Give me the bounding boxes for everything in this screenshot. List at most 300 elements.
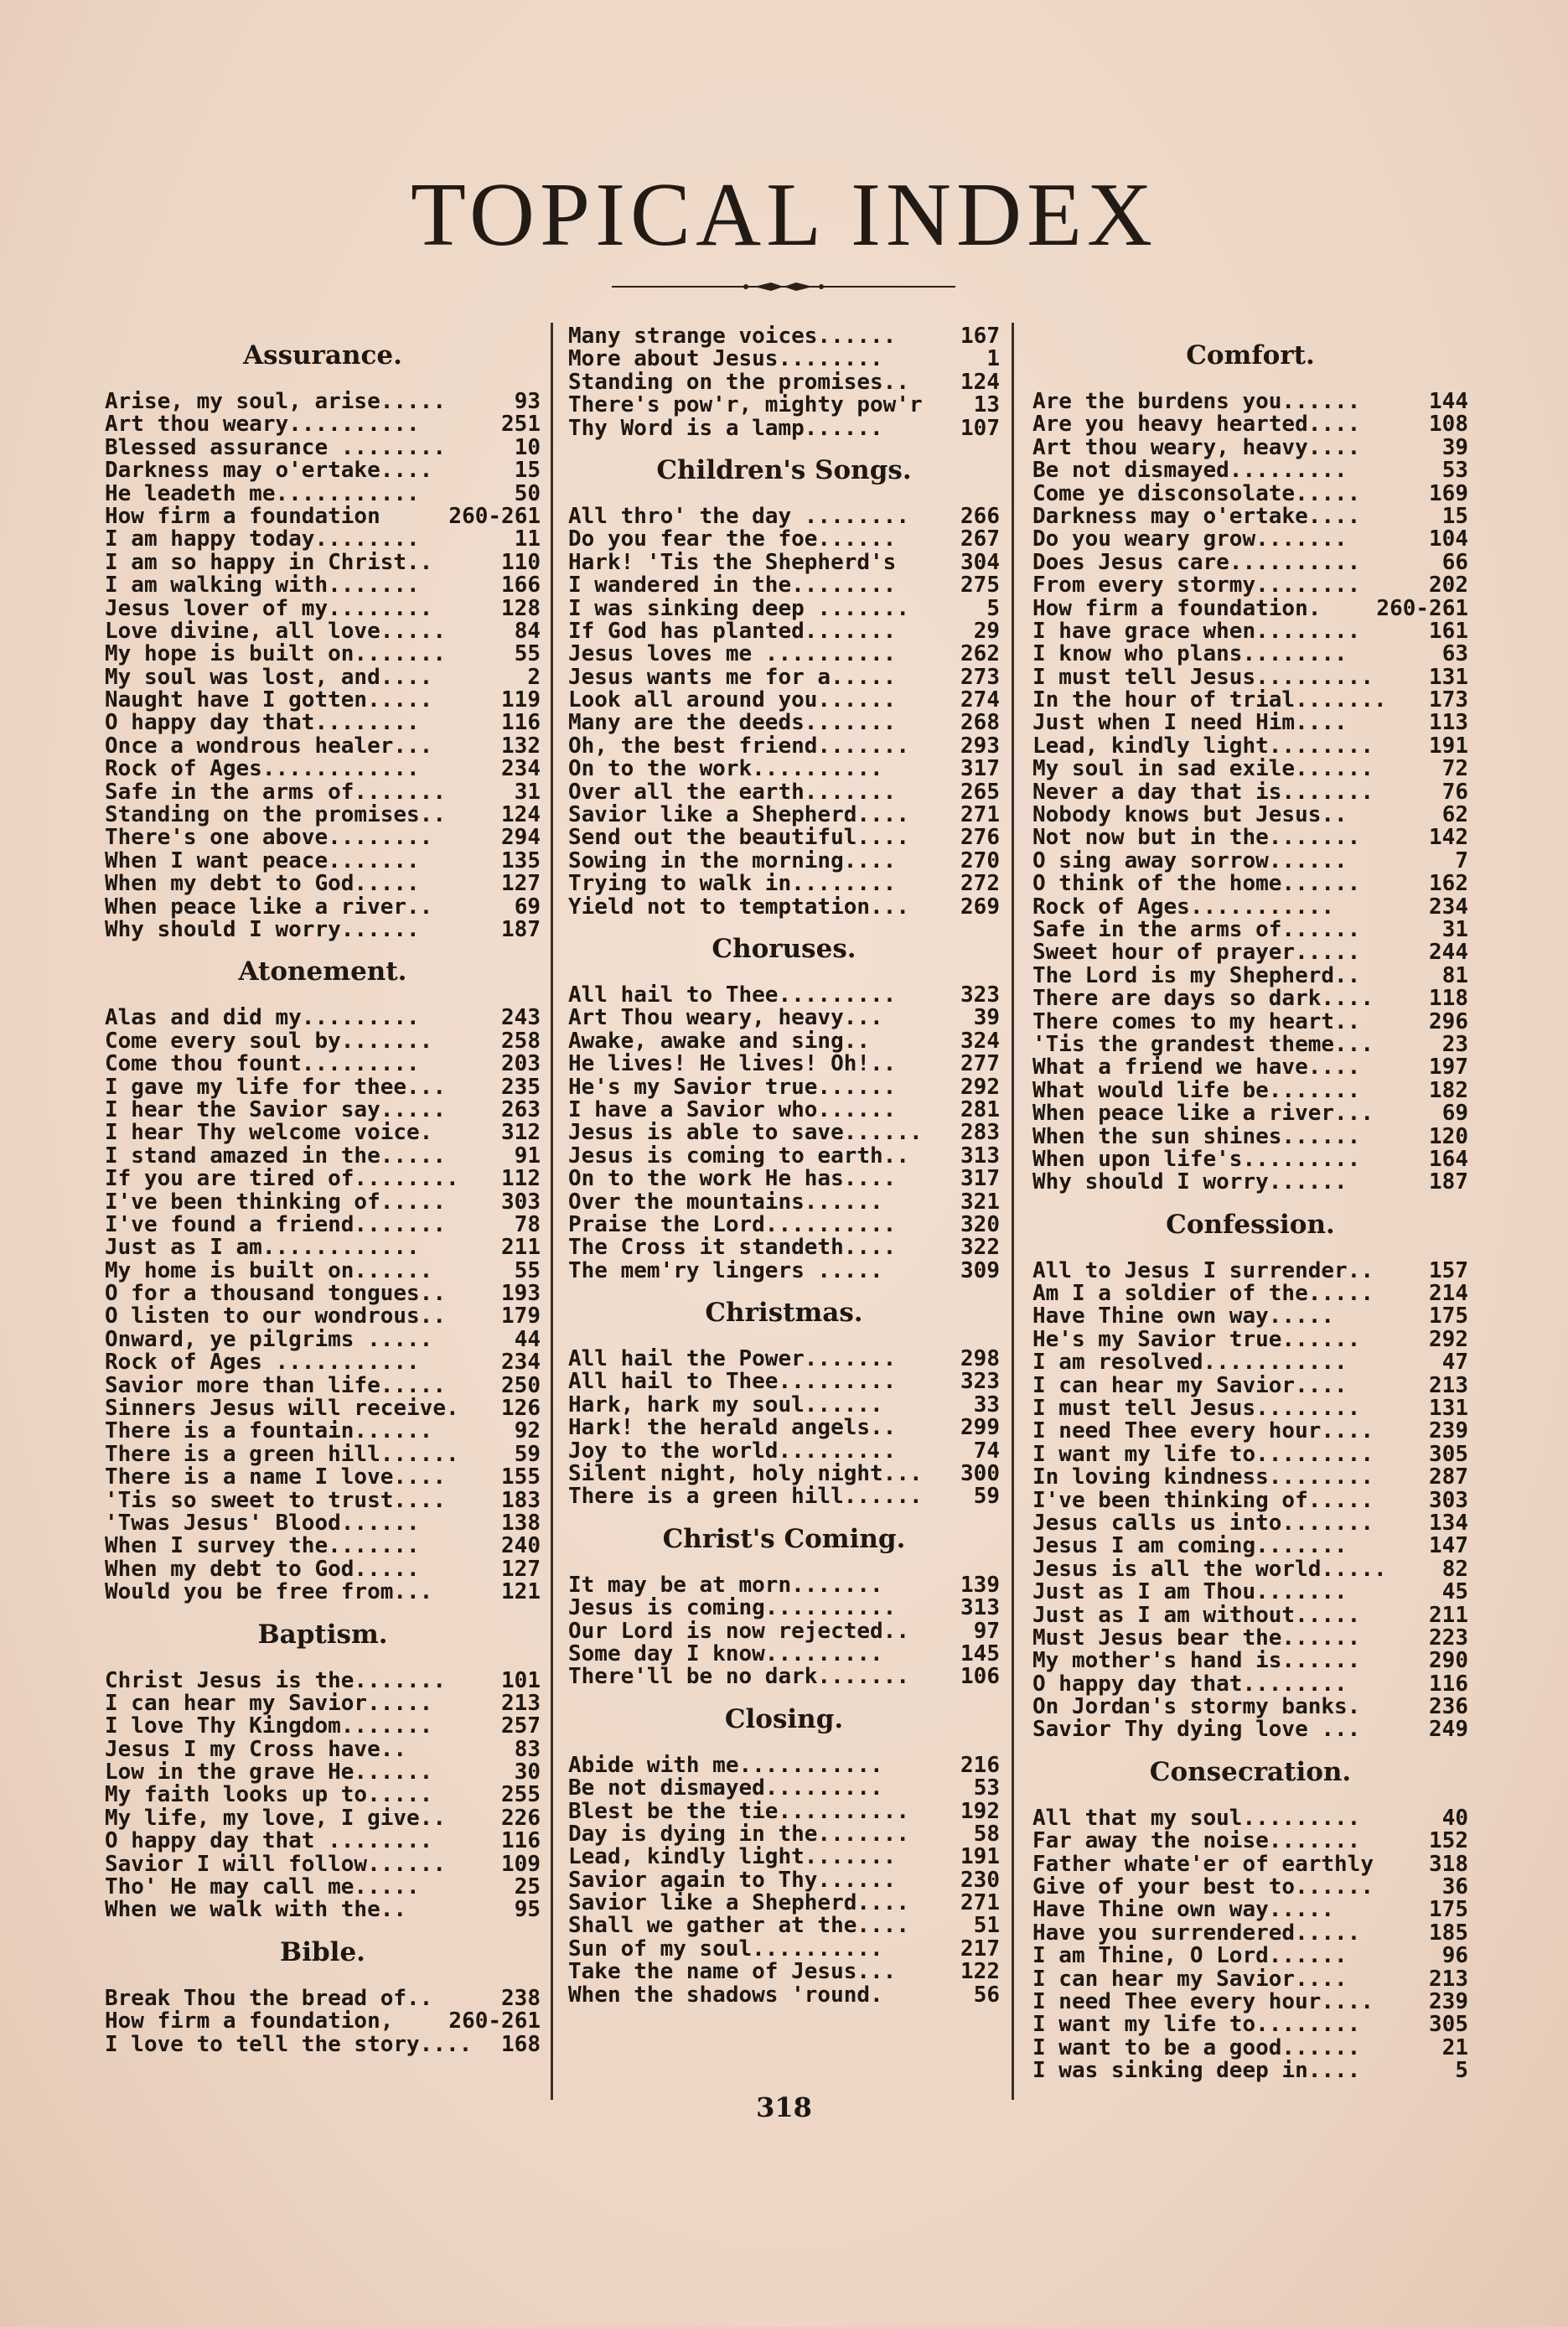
index-entry [105, 459, 541, 482]
hymn-title: Jesus I am coming....... [1032, 1535, 1348, 1558]
hymn-number: 45 [1441, 1581, 1468, 1604]
index-entry [1032, 666, 1468, 689]
hymn-number: 265 [960, 780, 1000, 805]
index-entry [568, 1620, 1000, 1643]
index-entry [1032, 1512, 1468, 1535]
index-section [568, 924, 1000, 1283]
hymn-number: 226 [501, 1806, 541, 1831]
index-entry [1032, 437, 1468, 459]
index-entry [568, 850, 1000, 873]
index-entry [105, 689, 541, 712]
hymn-title: Lead, kindly light....... [568, 1846, 897, 1869]
index-entry [568, 1846, 1000, 1868]
hymn-number: 193 [501, 1283, 541, 1306]
index-entry [105, 1739, 541, 1761]
section-heading: Choruses. [712, 933, 856, 964]
index-entry [1032, 1080, 1468, 1102]
hymn-title: Jesus is able to save...... [568, 1122, 923, 1145]
index-entry [1032, 459, 1468, 482]
hymn-number: 320 [960, 1213, 1000, 1237]
hymn-number: 40 [1441, 1806, 1468, 1831]
hymn-number: 213 [1429, 1967, 1468, 1991]
hymn-number: 110 [501, 551, 541, 575]
index-entry [105, 1099, 541, 1122]
index-entry [568, 827, 1000, 849]
hymn-title: When my debt to God..... [105, 873, 420, 896]
hymn-title: Jesus is coming to earth.. [568, 1144, 909, 1169]
index-entry [1032, 2037, 1468, 2060]
hymn-title: Jesus lover of my........ [105, 597, 433, 620]
hymn-title: Many strange voices...... [568, 325, 897, 349]
hymn-number: 192 [960, 1800, 1000, 1823]
index-entry [568, 1371, 1000, 1393]
index-section [105, 946, 541, 1604]
hymn-title: Thy Word is a lamp...... [568, 417, 883, 440]
hymn-title: O happy day that ........ [105, 1830, 433, 1853]
index-entry [568, 1417, 1000, 1439]
index-entry [1032, 1171, 1468, 1194]
index-entry [1032, 941, 1468, 964]
index-entry [1032, 1011, 1468, 1034]
hymn-title: Break Thou the bread of.. [105, 1987, 433, 2011]
hymn-number: 262 [960, 643, 1000, 666]
hymn-number: 223 [1429, 1626, 1468, 1651]
hymn-title: My life, my love, I give.. [105, 1806, 446, 1831]
hymn-title: Be not dismayed......... [1032, 459, 1348, 483]
hymn-title: How firm a foundation, [105, 2010, 394, 2034]
hymn-title: Why should I worry...... [105, 918, 420, 942]
index-entry [105, 574, 541, 597]
hymn-title: O think of the home...... [1032, 873, 1361, 896]
index-entry [1032, 1420, 1468, 1443]
index-entry [568, 643, 1000, 666]
index-entry [105, 1988, 541, 2010]
hymn-title: Onward, ye pilgrims ..... [105, 1328, 433, 1352]
hymn-number: 169 [1429, 482, 1468, 505]
section-heading: Comfort. [1186, 340, 1315, 371]
index-entry [1032, 1853, 1468, 1876]
index-entry [105, 1692, 541, 1715]
hymn-title: Sweet hour of prayer..... [1032, 941, 1361, 965]
hymn-number: 272 [960, 873, 1000, 896]
hymn-title: I know who plans........ [1032, 643, 1348, 666]
hymn-title: Take the name of Jesus... [568, 1961, 897, 1984]
hymn-number: 122 [960, 1961, 1000, 1984]
hymn-number: 298 [960, 1348, 1000, 1371]
index-entry [105, 1490, 541, 1512]
hymn-title: On to the work.......... [568, 758, 883, 781]
hymn-number: 55 [514, 1259, 541, 1283]
index-entry [568, 1348, 1000, 1371]
hymn-number: 300 [960, 1463, 1000, 1486]
section-heading: Christmas. [705, 1298, 863, 1329]
hymn-number: 116 [501, 1830, 541, 1853]
index-entry [1032, 712, 1468, 734]
hymn-title: Awake, awake and sing.. [568, 1029, 871, 1054]
index-entry [105, 2010, 541, 2033]
hymn-title: Shall we gather at the.... [568, 1915, 909, 1938]
index-entry [568, 1984, 1000, 2007]
hymn-number: 72 [1441, 758, 1468, 781]
hymn-title: Safe in the arms of....... [105, 780, 446, 805]
index-entry [568, 394, 1000, 417]
hymn-number: 187 [501, 918, 541, 942]
hymn-number: 74 [973, 1439, 1000, 1464]
index-entry [1032, 2013, 1468, 2036]
hymn-title: I was sinking deep in.... [1032, 2060, 1361, 2083]
hymn-title: Must Jesus bear the...... [1032, 1626, 1361, 1651]
hymn-number: 56 [973, 1983, 1000, 2008]
hymn-number: 97 [973, 1620, 1000, 1643]
index-entry [105, 1236, 541, 1259]
hymn-number: 216 [960, 1754, 1000, 1778]
hymn-number: 287 [1429, 1466, 1468, 1490]
index-entry [568, 620, 1000, 643]
hymn-title: I love to tell the story.... [105, 2033, 473, 2056]
hymn-number: 257 [501, 1715, 541, 1739]
index-entry [1032, 1351, 1468, 1374]
hymn-number: 274 [960, 689, 1000, 713]
hymn-title: Alas and did my......... [105, 1007, 420, 1030]
hymn-number: 185 [1429, 1921, 1468, 1946]
hymn-number: 321 [960, 1190, 1000, 1214]
hymn-title: O happy day that........ [105, 712, 420, 735]
index-entry [1032, 1397, 1468, 1420]
index-section [1032, 1200, 1468, 1742]
hymn-title: Over the mountains...... [568, 1190, 883, 1214]
hymn-number: 270 [960, 849, 1000, 873]
hymn-title: When I want peace....... [105, 849, 420, 873]
index-entry [105, 1466, 541, 1489]
index-entry [105, 804, 541, 827]
hymn-title: In loving kindness........ [1032, 1466, 1374, 1490]
index-entry [1032, 574, 1468, 597]
hymn-number: 323 [960, 983, 1000, 1008]
index-entry [105, 712, 541, 734]
index-entry [1032, 827, 1468, 849]
index-entry [568, 417, 1000, 440]
hymn-number: 240 [501, 1535, 541, 1558]
index-entry [105, 1899, 541, 1921]
section-heading: Assurance. [243, 340, 402, 371]
index-entry [568, 505, 1000, 528]
hymn-number: 175 [1429, 1899, 1468, 1922]
hymn-title: All that my soul......... [1032, 1806, 1361, 1831]
hymn-title: On to the work He has.... [568, 1168, 897, 1191]
index-entry [568, 781, 1000, 804]
index-entry [1032, 1283, 1468, 1305]
index-entry [1032, 1876, 1468, 1899]
hymn-title: I can hear my Savior..... [105, 1692, 433, 1716]
hymn-number: 234 [501, 758, 541, 781]
index-entry [568, 348, 1000, 371]
hymn-title: O sing away sorrow...... [1032, 849, 1348, 873]
hymn-title: There is a name I love.... [105, 1466, 446, 1490]
hymn-title: I hear the Savior say..... [105, 1098, 446, 1122]
index-section [1032, 1747, 1468, 2083]
hymn-title: My home is built on...... [105, 1259, 433, 1283]
hymn-title: All thro' the day ........ [568, 505, 909, 529]
hymn-title: What a friend we have.... [1032, 1056, 1361, 1080]
index-entry [568, 1168, 1000, 1190]
hymn-number: 39 [1441, 436, 1468, 460]
hymn-title: Be not dismayed......... [568, 1777, 883, 1801]
index-entry [1032, 689, 1468, 712]
hymn-title: I must tell Jesus......... [1032, 666, 1374, 690]
index-entry [1032, 1260, 1468, 1283]
hymn-number: 217 [960, 1937, 1000, 1962]
hymn-title: Why should I worry...... [1032, 1171, 1348, 1195]
hymn-number: 29 [973, 619, 1000, 644]
index-entry [1032, 552, 1468, 574]
hymn-number: 236 [1429, 1696, 1468, 1719]
index-entry [105, 1807, 541, 1830]
hymn-title: Sowing in the morning.... [568, 849, 897, 873]
index-entry [1032, 1305, 1468, 1328]
hymn-number: 191 [1429, 734, 1468, 759]
index-entry [105, 1784, 541, 1806]
index-entry [1032, 1466, 1468, 1489]
index-entry [1032, 735, 1468, 758]
index-entry [1032, 1102, 1468, 1125]
hymn-number: 161 [1429, 619, 1468, 644]
index-entry [1032, 483, 1468, 505]
hymn-number: 109 [501, 1853, 541, 1877]
hymn-number: 260-261 [1376, 597, 1468, 620]
index-entry [105, 2034, 541, 2056]
hymn-title: I need Thee every hour.... [1032, 1991, 1374, 2014]
index-entry [1032, 1056, 1468, 1079]
index-entry [568, 1007, 1000, 1029]
hymn-number: 175 [1429, 1305, 1468, 1329]
index-section [568, 1514, 1000, 1689]
hymn-number: 82 [1441, 1557, 1468, 1582]
hymn-title: Send out the beautiful.... [568, 827, 909, 850]
hymn-number: 50 [514, 482, 541, 505]
hymn-title: The Cross it standeth.... [568, 1236, 897, 1260]
index-entry [1032, 1968, 1468, 1991]
hymn-number: 197 [1429, 1056, 1468, 1080]
index-entry [1032, 781, 1468, 804]
hymn-number: 63 [1441, 643, 1468, 666]
hymn-number: 187 [1429, 1171, 1468, 1195]
index-entry [1032, 1673, 1468, 1696]
index-entry [105, 505, 541, 528]
index-entry [105, 1260, 541, 1283]
page-title: TOPICAL INDEX [411, 165, 1157, 265]
hymn-title: Lead, kindly light........ [1032, 734, 1374, 759]
hymn-number: 273 [960, 666, 1000, 690]
section-heading: Atonement. [238, 956, 407, 987]
hymn-number: 69 [514, 895, 541, 919]
hymn-title: Art Thou weary, heavy... [568, 1007, 883, 1030]
hymn-number: 157 [1429, 1259, 1468, 1283]
hymn-number: 235 [501, 1075, 541, 1099]
hymn-number: 132 [501, 734, 541, 759]
index-entry [1032, 598, 1468, 620]
hymn-number: 167 [960, 325, 1000, 349]
hymn-number: 116 [501, 712, 541, 735]
hymn-number: 239 [1429, 1991, 1468, 2014]
index-entry [1032, 528, 1468, 551]
hymn-number: 5 [1455, 2060, 1468, 2083]
hymn-title: Art thou weary.......... [105, 413, 420, 437]
hymn-number: 107 [960, 417, 1000, 440]
index-entry [568, 1938, 1000, 1961]
hymn-number: 23 [1441, 1033, 1468, 1057]
hymn-title: Never a day that is....... [1032, 780, 1374, 805]
hymn-title: O listen to our wondrous.. [105, 1305, 446, 1329]
hymn-number: 318 [1429, 1853, 1468, 1877]
index-entry [1032, 1443, 1468, 1466]
index-entry [568, 735, 1000, 758]
index-section [568, 1694, 1000, 2007]
hymn-title: From every stormy........ [1032, 574, 1361, 598]
hymn-title: All hail the Power....... [568, 1348, 897, 1371]
hymn-number: 145 [960, 1642, 1000, 1666]
hymn-title: Christ Jesus is the....... [105, 1669, 446, 1692]
index-entry [568, 528, 1000, 551]
index-entry [1032, 1807, 1468, 1830]
hymn-title: Does Jesus care.......... [1032, 551, 1361, 575]
index-entry [105, 1283, 541, 1305]
index-entry [568, 984, 1000, 1007]
hymn-number: 202 [1429, 574, 1468, 598]
index-entry [1032, 2060, 1468, 2082]
index-entry [1032, 391, 1468, 413]
index-entry [105, 1305, 541, 1328]
hymn-number: 234 [1429, 895, 1468, 919]
index-entry [105, 528, 541, 551]
hymn-title: When the shadows 'round. [568, 1983, 883, 2008]
hymn-title: My hope is built on....... [105, 643, 446, 666]
hymn-title: He's my Savior true...... [568, 1075, 897, 1099]
hymn-title: Low in the grave He...... [105, 1761, 433, 1785]
index-entry [105, 850, 541, 873]
index-entry [568, 873, 1000, 895]
hymn-number: 1 [986, 348, 1000, 371]
hymn-number: 116 [1429, 1672, 1468, 1697]
hymn-number: 283 [960, 1122, 1000, 1145]
hymn-number: 305 [1429, 2013, 1468, 2037]
hymn-number: 147 [1429, 1535, 1468, 1558]
hymn-title: If God has planted....... [568, 619, 897, 644]
hymn-title: My faith looks up to..... [105, 1784, 433, 1807]
hymn-title: Standing on the promises.. [568, 371, 909, 395]
index-entry [105, 758, 541, 780]
hymn-number: 108 [1429, 413, 1468, 437]
hymn-title: Just as I am Thou....... [1032, 1581, 1348, 1604]
index-entry [1032, 873, 1468, 895]
hymn-title: All to Jesus I surrender.. [1032, 1259, 1374, 1283]
hymn-title: Have Thine own way..... [1032, 1899, 1335, 1922]
hymn-number: 322 [960, 1236, 1000, 1260]
hymn-title: When the sun shines...... [1032, 1125, 1361, 1148]
hymn-number: 78 [514, 1213, 541, 1237]
hymn-title: My soul was lost, and.... [105, 666, 433, 690]
index-entry [105, 598, 541, 620]
hymn-title: I want my life to......... [1032, 1443, 1374, 1467]
index-entry [568, 1214, 1000, 1236]
index-entry [105, 1214, 541, 1236]
index-entry [1032, 804, 1468, 827]
index-entry [105, 1512, 541, 1535]
index-entry [105, 1168, 541, 1190]
index-entry [1032, 850, 1468, 873]
hymn-number: 268 [960, 712, 1000, 735]
index-entry [568, 1463, 1000, 1485]
hymn-number: 119 [501, 689, 541, 713]
hymn-title: Give of your best to...... [1032, 1876, 1374, 1899]
hymn-number: 292 [960, 1075, 1000, 1099]
hymn-title: Joy to the world......... [568, 1439, 897, 1464]
hymn-title: When we walk with the.. [105, 1899, 407, 1922]
hymn-title: He's my Savior true...... [1032, 1328, 1361, 1352]
index-entry [1032, 1830, 1468, 1853]
hymn-number: 271 [960, 1892, 1000, 1915]
hymn-title: I am so happy in Christ.. [105, 551, 433, 575]
hymn-title: Just as I am without..... [1032, 1604, 1361, 1627]
index-entry [105, 1145, 541, 1168]
section-heading: Bible. [280, 1936, 365, 1967]
hymn-title: I want my life to........ [1032, 2013, 1361, 2037]
hymn-title: Rock of Ages............ [105, 758, 420, 781]
hymn-number: 290 [1429, 1650, 1468, 1673]
hymn-title: Abide with me........... [568, 1754, 883, 1778]
index-entry [105, 1443, 541, 1466]
hymn-number: 324 [960, 1029, 1000, 1054]
hymn-number: 31 [1441, 918, 1468, 942]
hymn-title: Would you be free from... [105, 1581, 433, 1604]
hymn-number: 104 [1429, 528, 1468, 552]
hymn-number: 55 [514, 643, 541, 666]
index-entry [568, 1099, 1000, 1122]
index-column-1 [105, 325, 541, 2056]
index-entry [1032, 1991, 1468, 2013]
hymn-number: 127 [501, 1557, 541, 1582]
hymn-title: Trying to walk in........ [568, 873, 897, 896]
index-entry [105, 735, 541, 758]
hymn-title: O happy day that........ [1032, 1672, 1348, 1697]
hymn-title: Jesus wants me for a..... [568, 666, 897, 690]
hymn-number: 258 [501, 1029, 541, 1054]
hymn-title: Silent night, holy night... [568, 1463, 923, 1486]
index-entry [568, 1236, 1000, 1259]
hymn-title: Sinners Jesus will receive. [105, 1397, 459, 1421]
index-section [568, 325, 1000, 440]
hymn-number: 112 [501, 1168, 541, 1191]
hymn-number: 269 [960, 895, 1000, 919]
index-section [1032, 330, 1468, 1195]
index-entry [105, 1715, 541, 1738]
index-entry [105, 1329, 541, 1351]
index-entry [568, 1485, 1000, 1508]
index-entry [105, 1876, 541, 1899]
hymn-title: There is a fountain...... [105, 1420, 433, 1443]
hymn-number: 121 [501, 1581, 541, 1604]
hymn-number: 303 [1429, 1489, 1468, 1512]
hymn-title: Are the burdens you...... [1032, 391, 1361, 414]
hymn-number: 139 [960, 1573, 1000, 1598]
hymn-title: Are you heavy hearted.... [1032, 413, 1361, 437]
hymn-number: 292 [1429, 1328, 1468, 1352]
hymn-title: Over all the earth....... [568, 780, 897, 805]
hymn-title: Once a wondrous healer... [105, 734, 433, 759]
hymn-number: 66 [1441, 551, 1468, 575]
hymn-number: 182 [1429, 1079, 1468, 1103]
hymn-title: There'll be no dark....... [568, 1666, 909, 1689]
hymn-number: 230 [960, 1868, 1000, 1893]
